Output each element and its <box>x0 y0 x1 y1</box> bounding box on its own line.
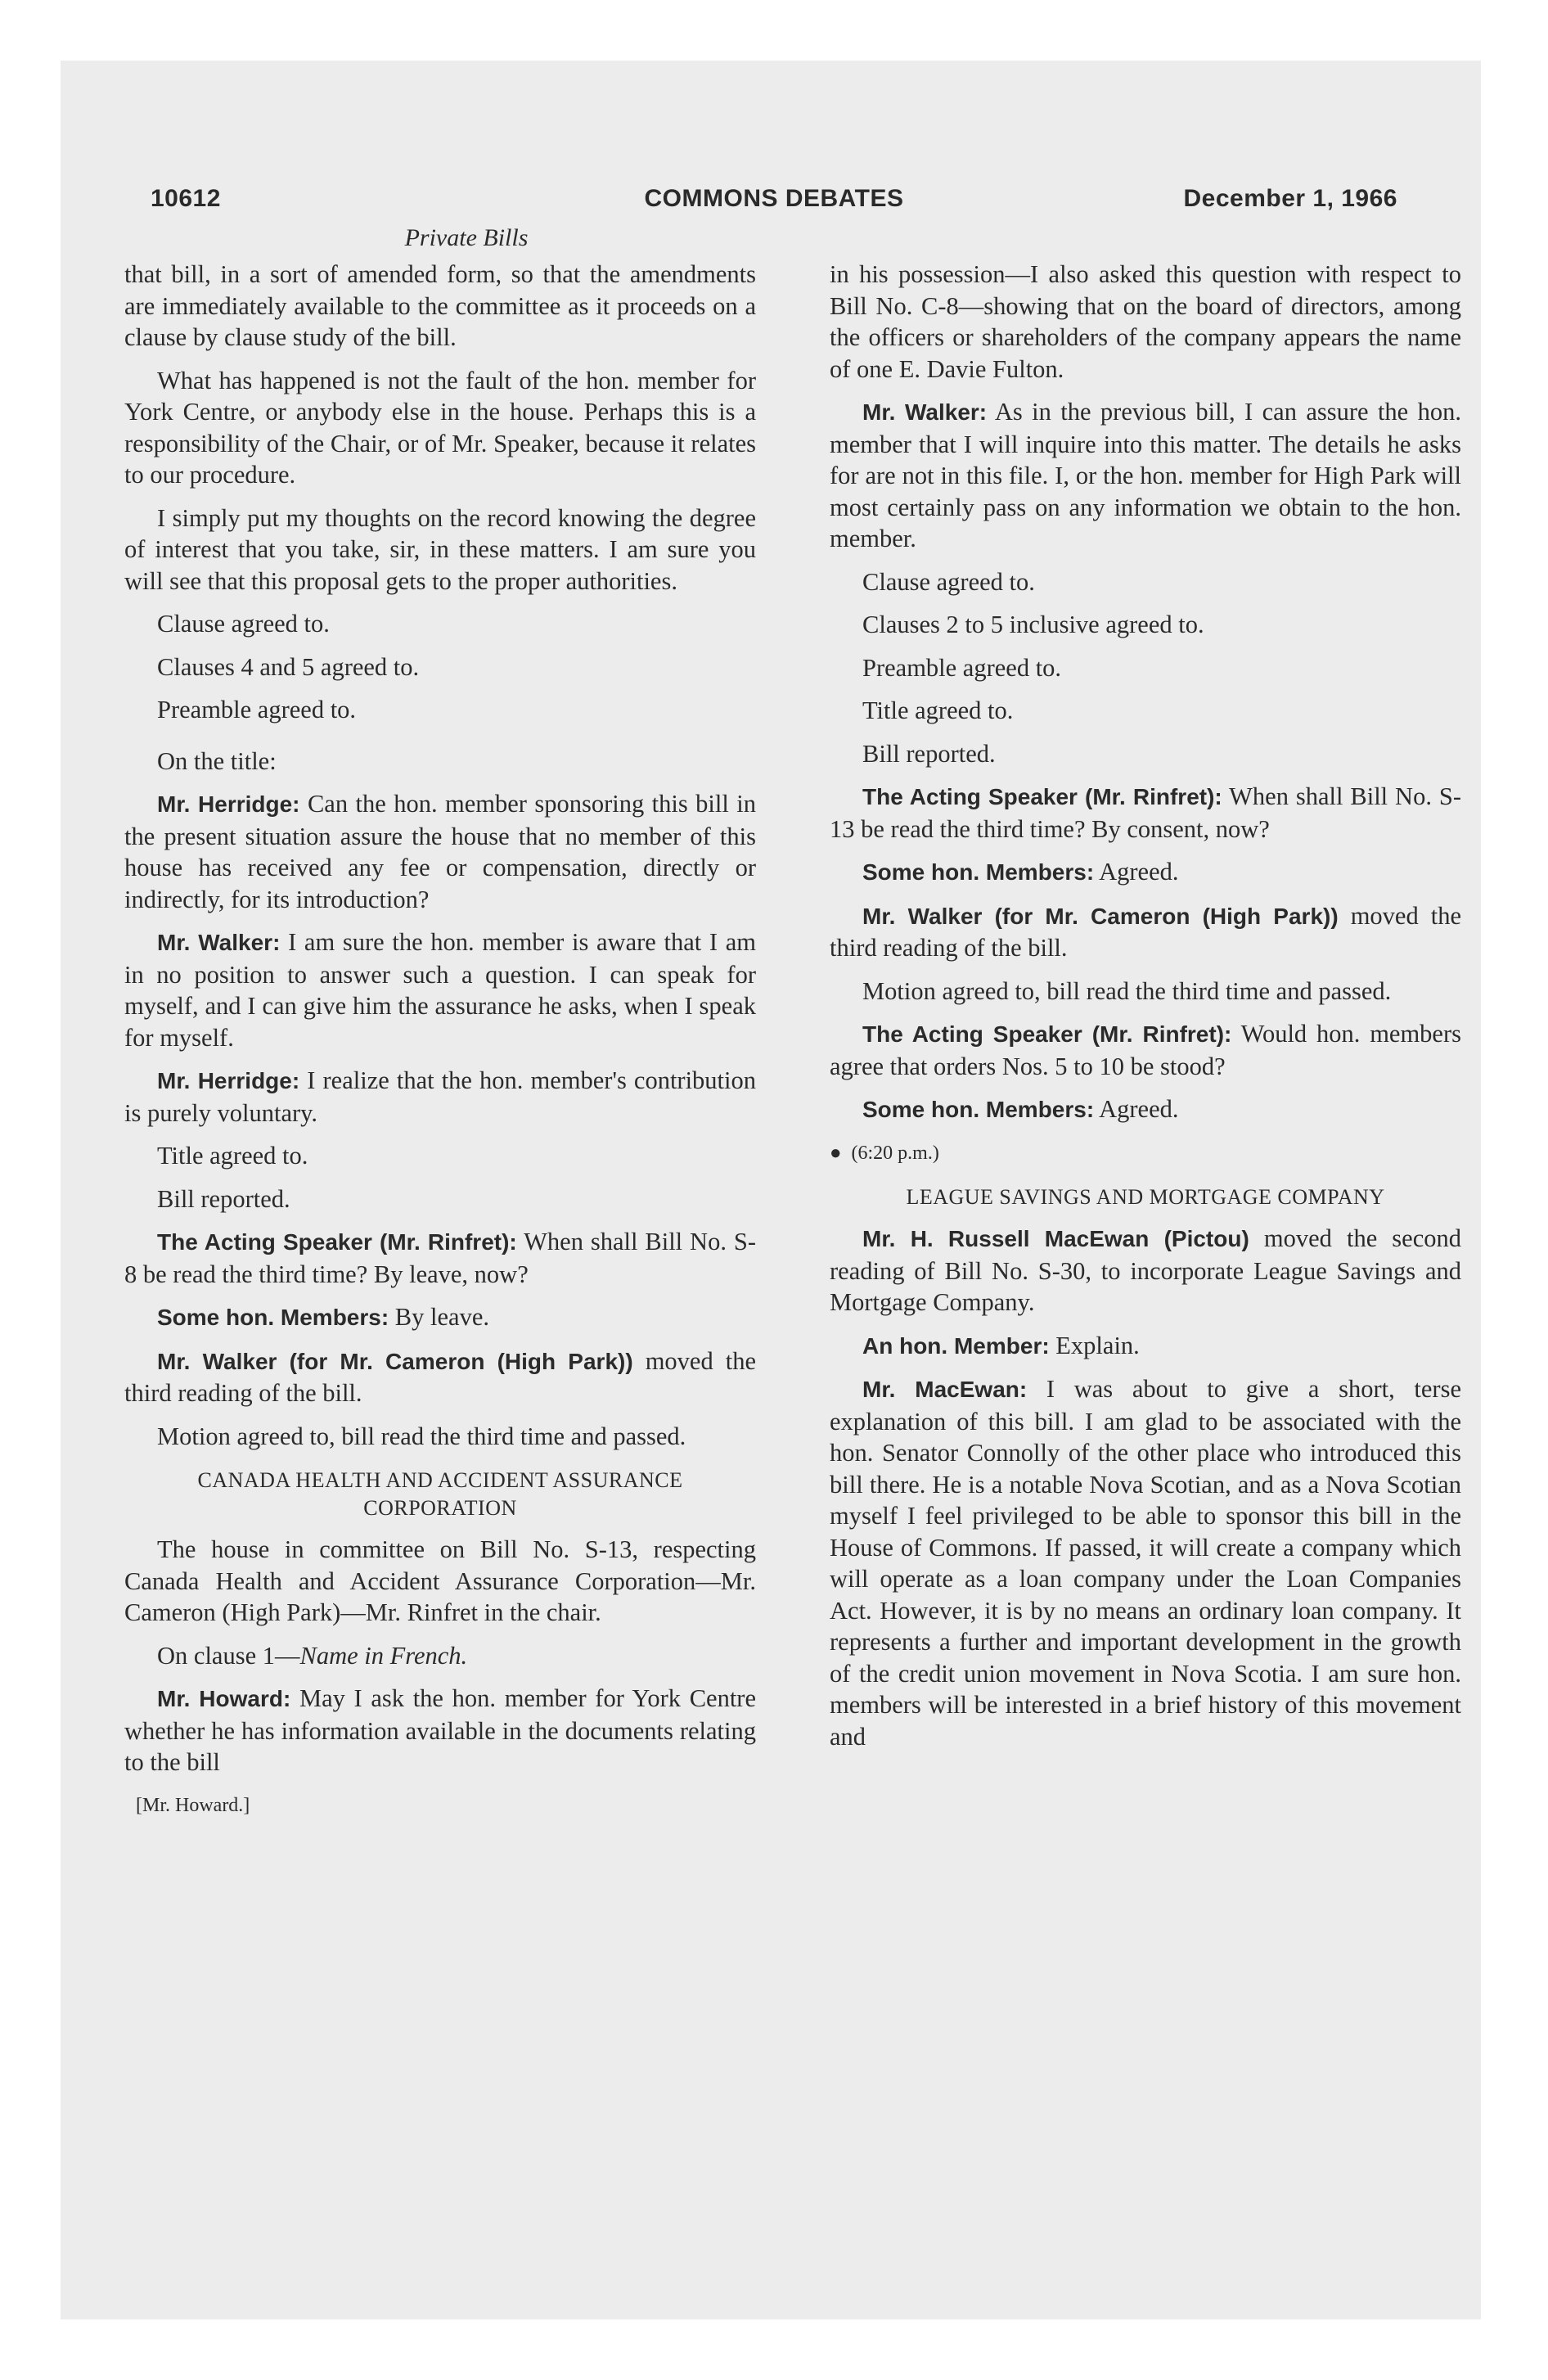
speaker-name: Mr. H. Russell MacEwan (Pictou) <box>862 1226 1249 1251</box>
bullet-icon: ● <box>830 1142 852 1164</box>
speaker-name: Some hon. Members: <box>157 1305 389 1330</box>
speech-text: I realize that the hon. member's contribution is purely voluntary. <box>124 1066 756 1127</box>
paragraph <box>124 1640 756 1672</box>
publication-title: COMMONS DEBATES <box>644 185 904 212</box>
speaker-name: Mr. Herridge: <box>157 791 300 817</box>
paragraph: Preamble agreed to. <box>862 653 1062 682</box>
speaker-name: The Acting Speaker (Mr. Rinfret): <box>862 784 1222 809</box>
paragraph: in his possession—I also asked this question with respect to Bill No. C-8—showing that on the board of directors, among the officers or shareholders of the company appears the name of one E. Davie Fulton. <box>830 260 1461 383</box>
speech-text: I was about to give a short, terse explanation of this bill. I am glad to be associated with the hon. Senator Connolly of the other place who introduced this bill there. He is a notable Nova Scotian, and as a Nova Scotian myself I feel privileged to be able to sponsor this bill in the House of Commons. If passed, it will create a company which will operate as a loan company under the Loan Companies Act. However, it is by no means an ordinary loan company. It represents a further and important development in the growth of the credit union movement in Nova Scotia. I am sure hon. members will be interested in a brief history of this movement and <box>830 1375 1461 1751</box>
clause-label: On clause 1— <box>157 1641 300 1670</box>
paragraph: On the title: <box>157 746 277 775</box>
paragraph: Clauses 2 to 5 inclusive agreed to. <box>862 611 1204 638</box>
speech <box>830 396 1461 555</box>
page-header <box>151 185 1397 218</box>
speaker-name: Some hon. Members: <box>862 1097 1095 1122</box>
speech-text: I am sure the hon. member is aware that I am in no position to answer such a question. I can speak for myself, and I can give him the assurance he asks, when I speak for myself. <box>124 928 756 1052</box>
speaker-name: Mr. Howard: <box>157 1686 291 1711</box>
paragraph: Motion agreed to, bill read the third time and passed. <box>157 1422 686 1450</box>
paragraph: The house in committee on Bill No. S-13, respecting Canada Health and Accident Assurance Corporation—Mr. Cameron (High Park)—Mr. Rinfret in the chair. <box>124 1535 756 1626</box>
speaker-name: The Acting Speaker (Mr. Rinfret): <box>157 1229 517 1255</box>
speech-text: Agreed. <box>1094 1095 1179 1123</box>
speech <box>124 926 756 1053</box>
right-column <box>830 259 1461 1764</box>
speech <box>830 1018 1461 1082</box>
speech <box>830 1330 1461 1363</box>
speech <box>124 1226 756 1290</box>
paragraph: What has happened is not the fault of the hon. member for York Centre, or anybody else in the house. Perhaps this is a responsibility of the Chair, or of Mr. Speaker, because it relates to our procedure. <box>124 366 756 489</box>
time-marker <box>830 1138 1461 1170</box>
paragraph: Bill reported. <box>157 1184 290 1213</box>
speech-text: moved the third reading of the bill. <box>124 1346 756 1407</box>
speaker-name: Mr. Walker (for Mr. Cameron (High Park)) <box>862 903 1339 929</box>
speech-text: moved the third reading of the bill. <box>830 901 1461 962</box>
section-subhead: Private Bills <box>404 224 529 251</box>
speaker-name: Some hon. Members: <box>862 859 1095 885</box>
speech-text: Would hon. members agree that orders Nos. 5 to 10 be stood? <box>830 1020 1461 1080</box>
speech <box>830 1223 1461 1318</box>
speech <box>124 1346 756 1409</box>
section-heading: CANADA HEALTH AND ACCIDENT ASSURANCE CORPORATION <box>197 1468 683 1520</box>
paragraph: Clause agreed to. <box>157 610 330 638</box>
speaker-name: Mr. Walker: <box>157 930 281 955</box>
speech-text: Explain. <box>1049 1331 1140 1359</box>
paragraph: Clauses 4 and 5 agreed to. <box>157 652 420 681</box>
speaker-footer-ref: [Mr. Howard.] <box>136 1794 250 1816</box>
speech-text: When shall Bill No. S-8 be read the third time? By leave, now? <box>124 1228 756 1288</box>
speaker-name: An hon. Member: <box>862 1332 1050 1359</box>
paragraph: Clause agreed to. <box>862 567 1035 596</box>
section-heading: LEAGUE SAVINGS AND MORTGAGE COMPANY <box>906 1185 1385 1209</box>
paragraph: that bill, in a sort of amended form, so that the amendments are immediately available to the committee as it proceeds on a clause by clause study of the bill. <box>124 260 756 351</box>
paragraph: Motion agreed to, bill read the third time and passed. <box>862 976 1392 1005</box>
speech-text: May I ask the hon. member for York Centre whether he has information available in the documents relating to the bill <box>124 1684 757 1776</box>
speaker-name: The Acting Speaker (Mr. Rinfret): <box>862 1021 1232 1047</box>
time-stamp: (6:20 p.m.) <box>851 1142 939 1164</box>
paragraph: I simply put my thoughts on the record knowing the degree of interest that you take, sir, in these matters. I am sure you will see that this proposal gets to the proper authorities. <box>124 503 756 595</box>
paragraph: Title agreed to. <box>862 696 1014 724</box>
speech-text: Agreed. <box>1094 858 1179 886</box>
speech <box>830 1373 1461 1752</box>
speaker-name: Mr. Walker (for Mr. Cameron (High Park)) <box>157 1348 633 1374</box>
speaker-name: Mr. MacEwan: <box>862 1377 1028 1402</box>
speech <box>830 900 1461 964</box>
clause-title: Name in French. <box>299 1641 468 1670</box>
page-date: December 1, 1966 <box>1183 185 1397 212</box>
speech <box>830 781 1461 845</box>
speech-text: moved the second reading of Bill No. S-30, to incorporate League Savings and Mortgage Company. <box>830 1224 1461 1316</box>
speech <box>124 1301 756 1334</box>
paragraph: Preamble agreed to. <box>157 696 357 723</box>
speaker-name: Mr. Walker: <box>862 399 988 425</box>
speech <box>124 1683 756 1778</box>
left-column <box>124 259 756 1821</box>
speech-text: As in the previous bill, I can assure the hon. member that I will inquire into this matter. The details he asks for are not in this file. I, or the hon. member for High Park will most certainly pass on any information we obtain to the hon. member. <box>830 398 1462 552</box>
speech <box>124 1065 756 1129</box>
speech-text: By leave. <box>389 1303 489 1331</box>
speech <box>830 856 1461 889</box>
paragraph: Bill reported. <box>862 739 996 768</box>
speech-text: Can the hon. member sponsoring this bill in the present situation assure the house that no member of this house has received any fee or compensation, directly or indirectly, for its introduction? <box>124 790 757 913</box>
paragraph: Title agreed to. <box>157 1142 308 1170</box>
speech-text: When shall Bill No. S-13 be read the third time? By consent, now? <box>830 782 1461 843</box>
page-number: 10612 <box>151 185 221 212</box>
speech <box>830 1093 1461 1126</box>
speech <box>124 788 756 915</box>
speaker-name: Mr. Herridge: <box>157 1068 300 1093</box>
